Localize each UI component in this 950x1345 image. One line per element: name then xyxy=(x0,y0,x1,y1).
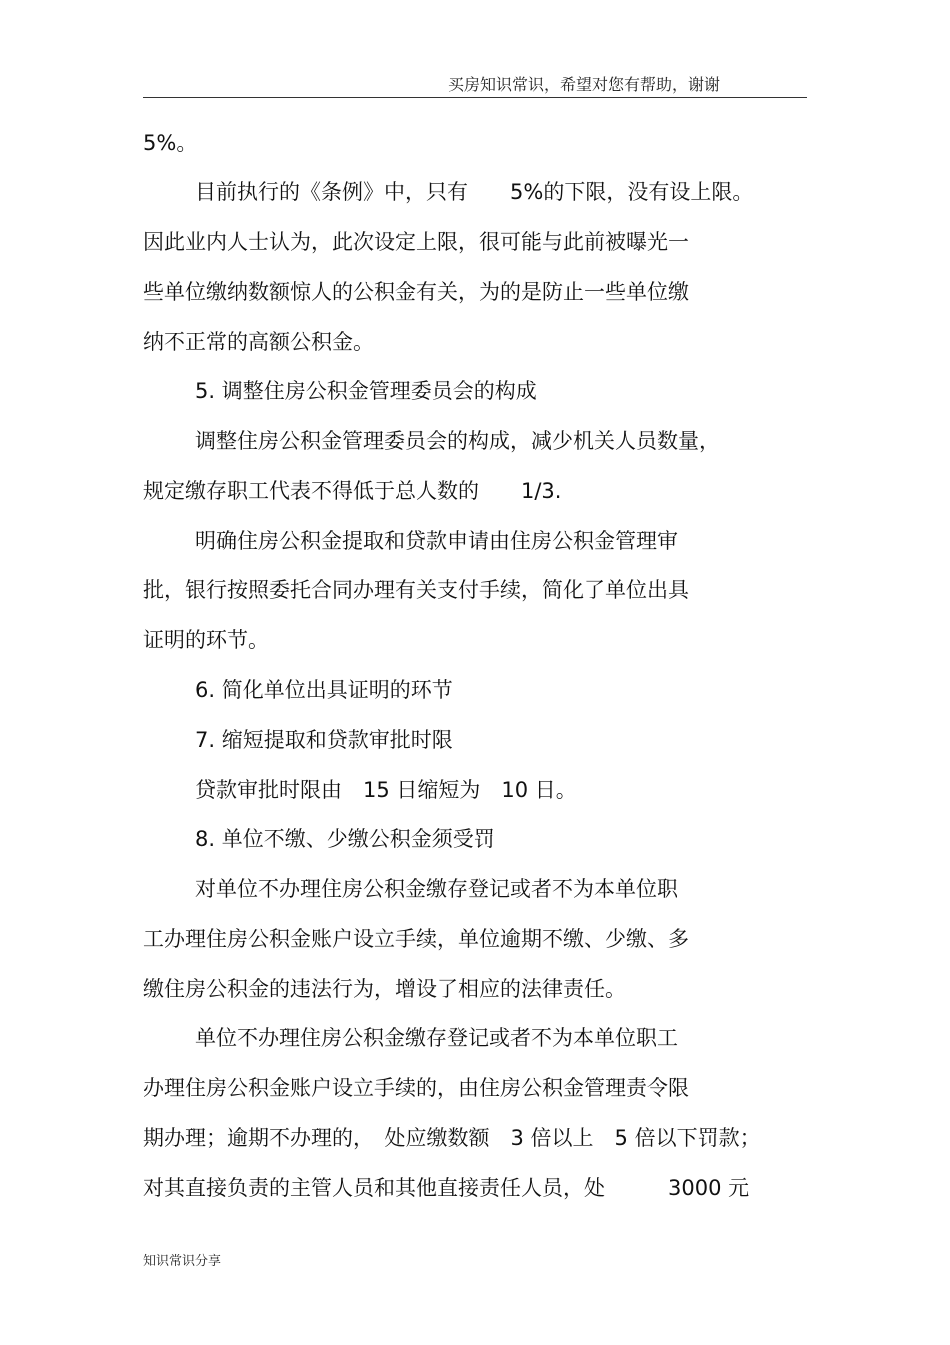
text-line: 工办理住房公积金账户设立手续，单位逾期不缴、少缴、多 xyxy=(143,927,689,951)
paragraph-line: 目前执行的《条例》中，只有 5%的下限，没有设上限。 xyxy=(195,180,754,204)
text-line: 规定缴存职工代表不得低于总人数的 1/3. xyxy=(143,479,562,503)
text-line: 些单位缴纳数额惊人的公积金有关，为的是防止一些单位缴 xyxy=(143,280,689,304)
paragraph-line: 明确住房公积金提取和贷款申请由住房公积金管理审 xyxy=(195,529,678,553)
text-line: 批，银行按照委托合同办理有关支付手续，简化了单位出具 xyxy=(143,578,689,602)
paragraph-line: 贷款审批时限由 15 日缩短为 10 日。 xyxy=(195,778,577,802)
text-line: 纳不正常的高额公积金。 xyxy=(143,330,374,354)
page-footer: 知识常识分享 xyxy=(143,1254,222,1269)
text-line: 期办理；逾期不办理的， 处应缴数额 3 倍以上 5 倍以下罚款； xyxy=(143,1126,761,1150)
paragraph-line: 对单位不办理住房公积金缴存登记或者不为本单位职 xyxy=(195,877,678,901)
text-line: 办理住房公积金账户设立手续的，由住房公积金管理责令限 xyxy=(143,1076,689,1100)
text-line: 证明的环节。 xyxy=(143,628,269,652)
section-heading: 8. 单位不缴、少缴公积金须受罚 xyxy=(195,827,495,851)
text-line: 缴住房公积金的违法行为，增设了相应的法律责任。 xyxy=(143,977,626,1001)
section-heading: 6. 简化单位出具证明的环节 xyxy=(195,678,453,702)
text-line: 对其直接负责的主管人员和其他直接责任人员，处 3000 元 xyxy=(143,1176,750,1200)
paragraph-line: 调整住房公积金管理委员会的构成，减少机关人员数量， xyxy=(195,429,720,453)
text-line: 5%。 xyxy=(143,131,198,155)
header-text: 买房知识常识，希望对您有帮助，谢谢 xyxy=(448,75,721,94)
section-heading: 7. 缩短提取和贷款审批时限 xyxy=(195,728,453,752)
text-line: 因此业内人士认为，此次设定上限，很可能与此前被曝光一 xyxy=(143,230,689,254)
paragraph-line: 单位不办理住房公积金缴存登记或者不为本单位职工 xyxy=(195,1026,678,1050)
header-divider xyxy=(143,97,807,98)
section-heading: 5. 调整住房公积金管理委员会的构成 xyxy=(195,379,537,403)
